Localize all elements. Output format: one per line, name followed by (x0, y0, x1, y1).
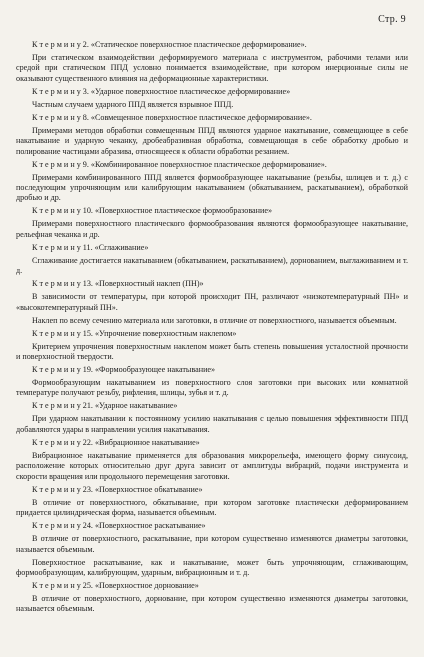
paragraph: К т е р м и н у 25. «Поверхностное дорнование» (32, 580, 199, 590)
paragraph: К т е р м и н у 2. «Статическое поверхностное пластическое деформирование». (32, 40, 307, 49)
paragraph: Вибрационное накатывание применяется для образования микрорельефа, имеющего форму синусоид, расположение которых относительно друг друга зависит от амплитуды вибраций, подачи инструмента и скорости вращения или продольного перемещения заготовки. (16, 450, 408, 481)
paragraph: В отличие от поверхностного, обкатывание, при котором заготовке пластически деформированием придается цилиндрическая форма, называется объемным. (16, 497, 408, 518)
paragraph: Примерами поверхностного пластического формообразования являются формообразующее накатывание, рельефная чеканка и др. (16, 219, 408, 239)
paragraph: К т е р м и н у 9. «Комбинированное поверхностное пластическое деформирование». (32, 159, 327, 169)
paragraph: К т е р м и н у 3. «Ударное поверхностное пластическое деформирование» (32, 86, 291, 96)
paragraph: В отличие от поверхностного, раскатывание, при котором существенно изменяются диаметры заготовки, называется объемным. (16, 534, 408, 554)
paragraph: Сглаживание достигается накатыванием (обкатыванием, раскатыванием), дорнованием, выглаживанием и т. д. (16, 255, 408, 276)
page-number: Стр. 9 (378, 14, 406, 25)
paragraph: В зависимости от температуры, при которой происходит ПН, различают «низкотемпературный ПН» и «высокотемпературный ПН». (16, 292, 408, 312)
paragraph: Наклеп по всему сечению материала или заготовки, в отличие от поверхностного, называется объемным. (32, 315, 397, 325)
paragraph: К т е р м и н у 21. «Ударное накатывание» (32, 401, 178, 411)
paragraph: Формообразующим накатыванием из поверхностного слоя заготовки при высоких или комнатной температуре получают резьбу, рифления, шлицы, зубья и т. д. (16, 378, 408, 398)
paragraph: К т е р м и н у 8. «Совмещенное поверхностное пластическое деформирование». (32, 112, 312, 122)
paragraph: Примерами комбинированного ППД является формообразующее накатывание (резьбы, шлицев и т. д.) с последующим упрочняющим или калибрующим накатыванием (обкатыванием, раскатыванием), обработкой дробью и др. (16, 172, 408, 203)
paragraph: Примерами методов обработки совмещенным ППД являются ударное накатывание, совмещающее в себе накатывание и ударную чеканку, дробеабразивная обработка, совмещающая в себе обработку дробью и полирование частицами абразива, относящееся к области обработки резанием. (16, 125, 408, 156)
paragraph: Частным случаем ударного ППД является взрывное ППД. (32, 99, 234, 109)
document-body (16, 40, 408, 615)
paragraph: К т е р м и н у 22. «Вибрационное накатывание» (32, 437, 200, 447)
paragraph: Критерием упрочнения поверхностным наклепом может быть степень повышения усталостной прочности и поверхностной твердости. (16, 341, 408, 362)
paragraph: В отличие от поверхностного, дорнование, при котором существенно изменяются диаметры заготовки, называется объемным. (16, 593, 408, 614)
paragraph: К т е р м и н у 11. «Сглаживание» (32, 242, 149, 252)
paragraph: К т е р м и н у 15. «Упрочнение поверхностным наклепом» (32, 328, 237, 338)
paragraph: К т е р м и н у 10. «Поверхностное пластическое формообразование» (32, 206, 273, 216)
paragraph: К т е р м и н у 19. «Формообразующее накатывание» (32, 365, 216, 375)
paragraph: Поверхностное раскатывание, как и накатывание, может быть упрочняющим, сглаживающим, формообразующим, калибрующим, ударным, вибрационным и т. д. (16, 557, 408, 577)
paragraph: К т е р м и н у 24. «Поверхностное раскатывание» (32, 521, 206, 531)
paragraph: При статическом взаимодействии деформируемого материала с инструментом, рабочими телами или средой при статическом ППД условно понимается взаимодействие, при котором инерционные силы не оказывают существенного влияния на деформационные характеристики. (16, 53, 408, 83)
paragraph: К т е р м и н у 13. «Поверхностный наклеп (ПН)» (32, 279, 204, 289)
paragraph: При ударном накатывании к постоянному усилию накатывания с целью повышения эффективности ППД добавляются удары в направлении усилия накатывания. (16, 414, 408, 434)
paragraph: К т е р м и н у 23. «Поверхностное обкатывание» (32, 484, 203, 494)
